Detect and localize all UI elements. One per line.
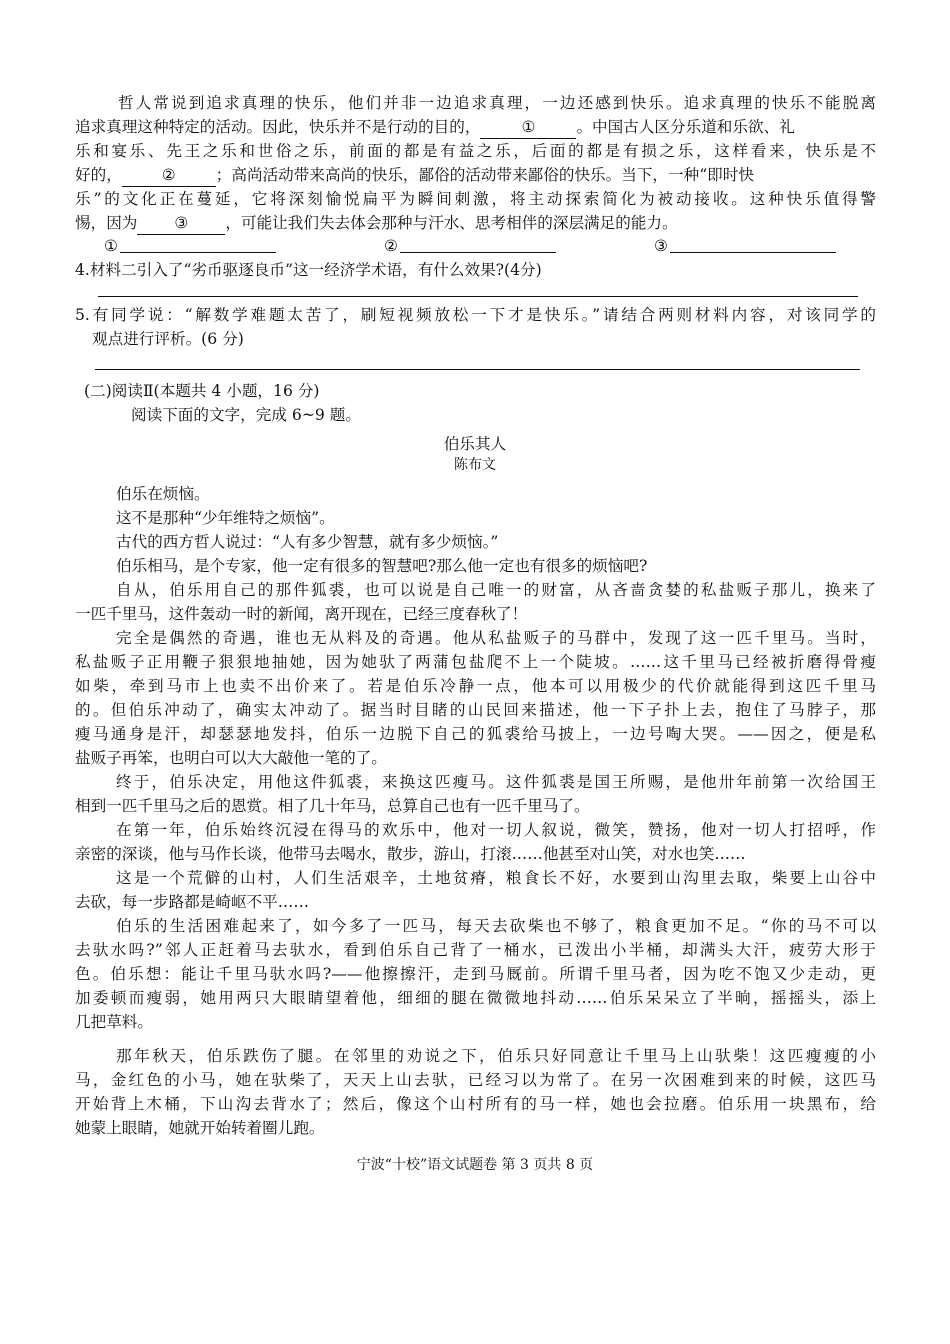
answer-line-1[interactable]: [120, 252, 276, 253]
story-line: 伯乐的生活困难起来了，如今多了一匹马，每天去砍柴也不够了，粮食更加不足。“你的马不可以: [116, 917, 876, 935]
answer-line-2[interactable]: [400, 252, 556, 253]
story-line: 自从，伯乐用自己的那件狐裘，也可以说是自己唯一的财富，从吝啬贪婪的私盐贩子那儿，换来了: [116, 581, 876, 599]
story-line: 瘦马通身是汗，却瑟瑟地发抖，伯乐一边脱下自己的狐裘给马披上，一边号啕大哭。——因之，便是私: [75, 725, 876, 743]
story-line: 一匹千里马，这件轰动一时的新闻，离开现在，已经三度春秋了！: [75, 605, 528, 623]
story-line: 完全是偶然的奇遇，谁也无从料及的奇遇。他从私盐贩子的马群中，发现了这一匹千里马。当时，: [116, 629, 876, 647]
story-line: 去驮水吗?”邻人正赶着马去驮水，看到伯乐自己背了一桶水，已泼出小半桶，却满头大汗，疲劳大形于: [75, 941, 876, 959]
story-line: 如柴，牵到马市上也卖不出价来了。若是伯乐冷静一点，他本可以用极少的代价就能得到这匹千里马: [75, 677, 876, 695]
story-line: 亲密的深谈，他与马作长谈，他带马去喝水，散步，游山，打滚……他甚至对山笑，对水也笑……: [75, 845, 746, 863]
story-line: 相到一匹千里马之后的恩赏。相了几十年马，总算自己也有一匹千里马了。: [75, 797, 590, 815]
passage-line: 哲人常说到追求真理的快乐，他们并非一边追求真理，一边还感到快乐。追求真理的快乐不能脱离: [118, 94, 876, 112]
page-footer: 宁波“十校”语文试题卷 第 3 页共 8 页: [356, 1157, 594, 1173]
story-line: 加委顿而瘦弱，她用两只大眼睛望着他，细细的腿在微微地抖动……伯乐呆呆立了半晌，摇摇头，添上: [75, 989, 876, 1007]
passage-line: 乐和宴乐、先王之乐和世俗之乐，前面的都是有益之乐，后面的都是有损之乐，这样看来，快乐是不: [75, 142, 876, 160]
passage-line: [75, 212, 876, 235]
story-line: 开始背上木桶，下山沟去背水了；然后，像这个山村所有的马一样，她也会拉磨。伯乐用一块黑布，给: [75, 1095, 876, 1113]
fill-blank-1: ①: [480, 116, 576, 139]
story-line: 去砍，每一步路都是崎岖不平……: [75, 893, 309, 911]
passage-text: 。中国古人区分乐道和乐欲、礼: [576, 118, 795, 136]
question-5-line: 5.有同学说：“解数学难题太苦了，刷短视频放松一下才是快乐。”请结合两则材料内容，对该同学的: [75, 306, 876, 324]
passage-line: [75, 116, 876, 139]
story-paragraph: 伯乐在烦恼。: [116, 485, 210, 503]
story-line: 色。伯乐想：能让千里马驮水吗?——他擦擦汗，走到马厩前。所谓千里马者，因为吃不饱又少走动，更: [75, 965, 876, 983]
story-paragraph: 古代的西方哲人说过：“人有多少智慧，就有多少烦恼。”: [116, 533, 499, 551]
answer-label-1: ①: [104, 237, 118, 255]
answer-label-2: ②: [384, 237, 398, 255]
story-line: 在第一年，伯乐始终沉浸在得马的欢乐中，他对一切人叙说，微笑，赞扬，他对一切人打招呼，作: [116, 821, 876, 839]
passage-text: ；高尚活动带来高尚的快乐，鄙俗的活动带来鄙俗的快乐。当下，一种“即时快: [215, 166, 754, 184]
story-line: 马，金红色的小马，她在驮柴了，天天上山去驮，已经习以为常了。在另一次困难到来的时候，这匹马: [75, 1071, 876, 1089]
story-paragraph: 这不是那种“少年维特之烦恼”。: [116, 509, 335, 527]
story-author: 陈布文: [454, 457, 496, 473]
story-line: 几把草料。: [75, 1013, 153, 1031]
passage-text: 惕，因为: [75, 214, 138, 232]
question-5-line: 观点进行评析。(6 分): [92, 330, 244, 348]
question-4: 4.材料二引入了“劣币驱逐良币”这一经济学术语，有什么效果?(4分): [75, 261, 542, 279]
answer-line-q5[interactable]: [95, 369, 860, 370]
story-line: 终于，伯乐决定，用他这件狐裘，来换这匹瘦马。这件狐裘是国王所赐，是他卅年前第一次给国王: [116, 773, 876, 791]
answer-label-3: ③: [654, 237, 668, 255]
story-line: 盐贩子再笨，也明白可以大大敲他一笔的了。: [75, 749, 387, 767]
passage-text: 追求真理这种特定的活动。因此，快乐并不是行动的目的，: [75, 118, 481, 136]
passage-line: 乐”的文化正在蔓延，它将深刻愉悦扁平为瞬间刺激，将主动探索简化为被动接收。这种快乐值得警: [75, 190, 876, 208]
story-line: 的。但伯乐冲动了，确实太冲动了。据当时目睹的山民回来描述，他一下子扑上去，抱住了马脖子，那: [75, 701, 876, 719]
fill-blank-2: ②: [122, 164, 216, 187]
story-title: 伯乐其人: [443, 435, 507, 453]
story-line: 她蒙上眼睛，她就开始转着圈儿跑。: [75, 1119, 325, 1137]
answer-line-q4[interactable]: [98, 296, 858, 297]
story-line: 那年秋天，伯乐跌伤了腿。在邻里的劝说之下，伯乐只好同意让千里马上山驮柴！这匹瘦瘦的小: [116, 1047, 876, 1065]
instruction: 阅读下面的文字，完成 6~9 题。: [131, 406, 361, 424]
story-line: 私盐贩子正用鞭子狠狠地抽她，因为她驮了两蒲包盐爬不上一个陡坡。……这千里马已经被折磨得骨瘦: [75, 653, 876, 671]
story-line: 这是一个荒僻的山村，人们生活艰辛，土地贫瘠，粮食长不好，水要到山沟里去取，柴要上山谷中: [116, 869, 876, 887]
section-heading: (二)阅读Ⅱ(本题共 4 小题，16 分): [84, 382, 320, 400]
story-paragraph: 伯乐相马，是个专家，他一定有很多的智慧吧?那么他一定也有很多的烦恼吧?: [116, 557, 648, 575]
passage-text: 好的，: [75, 166, 122, 184]
answer-line-3[interactable]: [670, 252, 836, 253]
fill-blank-3: ③: [137, 212, 225, 235]
passage-line: [75, 164, 876, 187]
passage-text: ，可能让我们失去体会那种与汗水、思考相伴的深层满足的能力。: [225, 214, 678, 232]
